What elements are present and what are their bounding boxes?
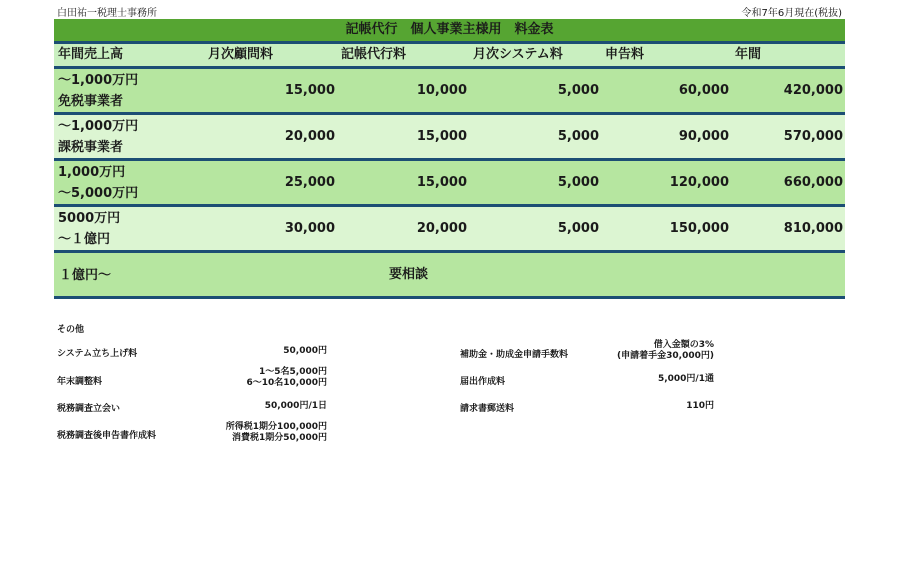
table-cell: 150,000 <box>669 221 729 236</box>
fee-item-value: 110円 <box>686 401 714 411</box>
table-row <box>54 69 845 115</box>
table-row <box>54 207 845 253</box>
table-cell: 15,000 <box>416 175 467 190</box>
fee-item-name: 年末調整料 <box>57 377 103 387</box>
table-cell: 15,000 <box>284 83 335 98</box>
fee-table <box>54 19 845 299</box>
table-cell: 30,000 <box>284 221 335 236</box>
fee-item-name: 請求書郵送料 <box>460 404 515 414</box>
row-label: ～1,000万円 課税事業者 <box>58 119 139 155</box>
col-header: 月次顧問料 <box>208 47 274 62</box>
col-header: 年間 <box>735 47 762 62</box>
date-note: 令和7年6月現在(税抜) <box>741 8 842 19</box>
fee-item-name: システム立ち上げ料 <box>57 349 138 359</box>
fee-item-name: 補助金・助成金申請手数料 <box>460 350 569 360</box>
row-label: １億円～ <box>59 268 112 283</box>
fee-item-name: 届出作成料 <box>460 377 506 387</box>
fee-item-value: 借入金額の3% (申請着手金30,000円) <box>617 340 714 361</box>
table-row <box>54 161 845 207</box>
consultation-note: 要相談 <box>389 267 429 282</box>
table-cell: 5,000 <box>557 129 599 144</box>
col-header: 月次システム料 <box>473 47 563 62</box>
row-label: 5000万円 ～１億円 <box>58 211 121 247</box>
col-header: 記帳代行料 <box>341 47 407 62</box>
table-cell: 5,000 <box>557 221 599 236</box>
table-cell: 90,000 <box>678 129 729 144</box>
table-row <box>54 115 845 161</box>
fee-item-value: 50,000円/1日 <box>264 401 327 411</box>
table-title: 記帳代行 個人事業主様用 料金表 <box>54 19 845 41</box>
table-cell: 20,000 <box>416 221 467 236</box>
table-cell: 5,000 <box>557 83 599 98</box>
col-header: 年間売上高 <box>58 47 124 62</box>
fee-item-value: 50,000円 <box>283 346 327 356</box>
table-header <box>54 41 845 69</box>
table-row <box>54 253 845 299</box>
fee-item-value: 所得税1期分100,000円 消費税1期分50,000円 <box>225 422 327 443</box>
table-cell: 60,000 <box>678 83 729 98</box>
table-cell: 120,000 <box>669 175 729 190</box>
other-heading: その他 <box>57 325 85 335</box>
table-cell: 420,000 <box>783 83 843 98</box>
table-cell: 570,000 <box>783 129 843 144</box>
fee-item-name: 税務調査立会い <box>57 404 121 414</box>
office-name: 白田祐一税理士事務所 <box>57 8 157 19</box>
row-label: 1,000万円 ～5,000万円 <box>58 165 139 201</box>
table-cell: 660,000 <box>783 175 843 190</box>
fee-item-value: 1～5名5,000円 6～10名10,000円 <box>246 367 327 388</box>
table-cell: 810,000 <box>783 221 843 236</box>
fee-item-value: 5,000円/1通 <box>657 374 714 384</box>
fee-item-name: 税務調査後申告書作成料 <box>57 431 157 441</box>
row-label: ～1,000万円 免税事業者 <box>58 73 139 109</box>
table-cell: 15,000 <box>416 129 467 144</box>
table-cell: 25,000 <box>284 175 335 190</box>
table-cell: 5,000 <box>557 175 599 190</box>
table-cell: 20,000 <box>284 129 335 144</box>
col-header: 申告料 <box>605 47 645 62</box>
table-cell: 10,000 <box>416 83 467 98</box>
